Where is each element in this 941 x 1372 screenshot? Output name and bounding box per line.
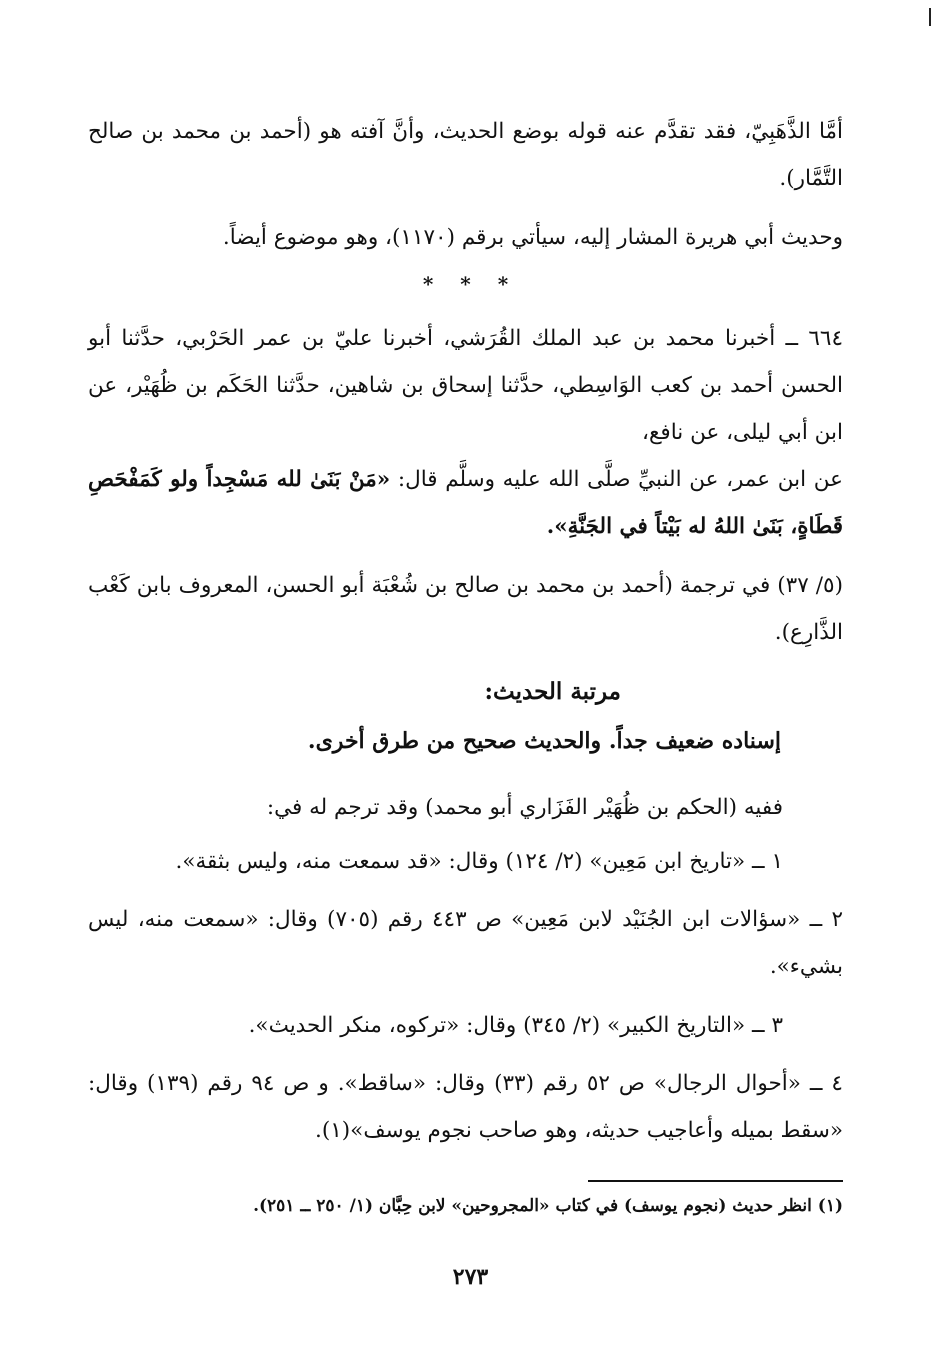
page-edge-mark <box>929 8 931 26</box>
hadith-source: (٥/ ٣٧) في ترجمة (أحمد بن محمد بن صالح بن شُعْبَة أبو الحسن، المعروف بابن كَعْب الذَّارِع). <box>88 573 843 645</box>
narrator-intro: ففيه (الحكم بن ظُهَيْر الفَزَاري أبو محمد) وقد ترجم له في: <box>266 795 783 820</box>
hadith-quote: «مَنْ بَنَىٰ لله مَسْجِداً ولو كَمَفْحَصِ قَطَاةٍ، بَنَىٰ اللهُ له بَيْتاً في الجَنَّةِ». <box>88 467 843 539</box>
reference-item-2: ٢ ــ «سؤالات ابن الجُنَيْد لابن مَعِين» ص ٤٤٣ رقم (٧٠٥) وقال: «سمعت منه، ليس بشيء». <box>88 907 843 979</box>
page-number: ٢٧٣ <box>452 1264 489 1290</box>
reference-item-3: ٣ ــ «التاريخ الكبير» (٢/ ٣٤٥) وقال: «تركوه، منكر الحديث». <box>248 1013 783 1038</box>
footnote-divider <box>588 1180 843 1182</box>
footnote: (١) انظر حديث (نجوم يوسف) في كتاب «المجروحين» لابن حِبَّان (١/ ٢٥٠ ــ ٢٥١). <box>253 1196 843 1216</box>
section-separator: * * * <box>422 272 519 296</box>
hadith-matn <box>88 456 843 550</box>
reference-item-1: ١ ــ «تاريخ ابن مَعِين» (٢/ ١٢٤) وقال: «قد سمعت منه، وليس بثقة». <box>175 849 783 874</box>
paragraph-dhahabi: أمَّا الذَّهَبِيّ، فقد تقدَّم عنه قوله بوضع الحديث، وأنَّ آفته هو (أحمد بن محمد بن صالح التَّمَّار). <box>88 119 843 191</box>
hadith-isnad: ٦٦٤ ــ أخبرنا محمد بن عبد الملك القُرَشي، أخبرنا عليّ بن عمر الحَرْبي، حدَّثنا أبو الحسن أحمد بن كعب الوَاسِطي، حدَّثنا إسحاق بن شاهين، حدَّثنا الحَكَم بن ظُهَيْر، عن ابن أبي ليلى، عن نافع، <box>88 326 843 445</box>
section-heading: مرتبة الحديث: <box>484 678 621 705</box>
hadith-matn-intro: عن ابن عمر، عن النبيِّ صلَّى الله عليه وسلَّم قال: <box>390 467 843 492</box>
paragraph-abu-hurayra: وحديث أبي هريرة المشار إليه، سيأتي برقم (١١٧٠)، وهو موضوع أيضاً. <box>222 225 843 250</box>
hadith-grade: إسناده ضعيف جداً. والحديث صحيح من طرق أخرى. <box>307 728 781 754</box>
reference-item-4: ٤ ــ «أحوال الرجال» ص ٥٢ رقم (٣٣) وقال: «ساقط». و ص ٩٤ رقم (١٣٩) وقال: «سقط بميله وأعاجيب حديثه، وهو صاحب نجوم يوسف»(١). <box>88 1071 843 1143</box>
